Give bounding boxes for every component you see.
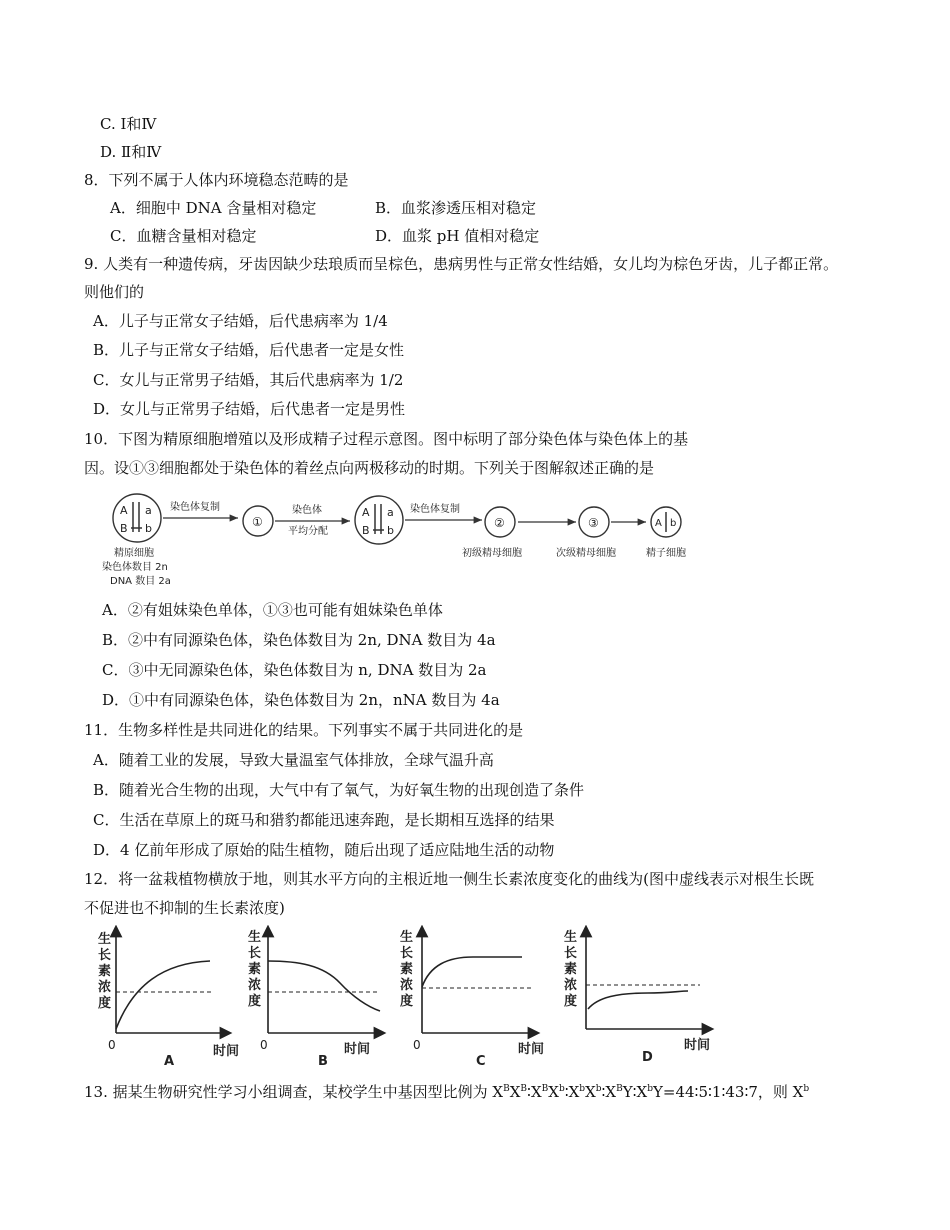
graph-b (248, 929, 380, 1069)
cell-1-label: ① (252, 515, 263, 529)
colon-4: ∶ (632, 1083, 637, 1101)
graph-d-xlabel: 时间 (684, 1038, 711, 1053)
q9-option-c: C．女儿与正常男子结婚，其后代患病率为 1/2 (93, 371, 404, 389)
graph-d-curve (588, 991, 688, 1009)
q8-option-b: B．血浆渗透压相对稳定 (375, 199, 537, 217)
graph-c-xlabel: 时间 (518, 1042, 545, 1057)
graph-a (98, 931, 239, 1069)
graph-d-ylabel-5: 度 (564, 994, 578, 1009)
q10-option-c: C．③中无同源染色体，染色体数目为 n, DNA 数目为 2a (102, 661, 487, 679)
graph-b-ylabel-5: 度 (248, 994, 262, 1009)
genotype-4-x: X (605, 1083, 617, 1101)
arrow1-label: 染色体复制 (170, 502, 220, 513)
genotype-4-sup: B (616, 1084, 623, 1094)
q9-option-a: A．儿子与正常女子结婚，后代患病率为 1/4 (93, 312, 388, 330)
genotype-5-x: X (636, 1083, 648, 1101)
q11-option-a: A．随着工业的发展，导致大量温室气体排放，全球气温升高 (93, 751, 494, 769)
genotype-2-x2: X (548, 1083, 559, 1101)
q7-option-c: C. Ⅰ和Ⅳ (100, 115, 157, 133)
graph-d (564, 929, 710, 1065)
graph-c-letter: C (476, 1054, 486, 1069)
genotype-2-sup: B (541, 1084, 549, 1094)
graph-b-xlabel: 时间 (344, 1042, 371, 1057)
spermatogonium-label: 精原细胞 (114, 548, 154, 559)
graph-a-letter: A (164, 1054, 175, 1069)
colon-1: ∶ (527, 1083, 531, 1101)
graph-a-ylabel-5: 度 (98, 996, 112, 1011)
q9-option-d: D．女儿与正常男子结婚，后代患者一定是男性 (93, 400, 406, 418)
dna-count-label: DNA 数目 2a (110, 576, 171, 587)
genotype-1-x2: X (509, 1083, 521, 1101)
secondary-spermatocyte-label: 次级精母细胞 (556, 548, 616, 559)
q9-option-b: B．儿子与正常女子结婚，后代患者一定是女性 (93, 341, 405, 359)
graph-d-ylabel-1: 生 (564, 930, 578, 945)
q9-stem-line2: 则他们的 (84, 283, 145, 301)
graph-b-ylabel-2: 长 (248, 946, 262, 961)
cell-3-label: ③ (588, 516, 599, 530)
gene-b-label: b (145, 522, 152, 535)
sperm-label: 精子细胞 (646, 548, 686, 559)
q12-stem-line2: 不促进也不抑制的生长素浓度) (84, 899, 285, 917)
graph-c-ylabel-5: 度 (400, 994, 414, 1009)
arrow2-label-line2: 平均分配 (288, 526, 328, 537)
graph-d-ylabel-4: 浓 (564, 978, 578, 993)
graph-a-xlabel: 时间 (213, 1044, 240, 1059)
spermatogenesis-diagram (100, 490, 710, 594)
graph-c (400, 929, 544, 1069)
cell-2-label: ② (494, 516, 505, 530)
genotype-3-sup: b (579, 1084, 586, 1094)
ratio-text: =44∶5∶1∶43∶7，则 (662, 1083, 793, 1101)
q11-stem: 11．生物多样性是共同进化的结果。下列事实不属于共同进化的是 (84, 721, 524, 739)
colon-2: ∶ (564, 1083, 569, 1101)
graph-b-ylabel-4: 浓 (248, 978, 262, 993)
q10-stem-line2: 因。设①③细胞都处于染色体的着丝点向两极移动的时期。下列关于图解叙述正确的是 (84, 459, 655, 477)
genotype-1-x: X (492, 1083, 504, 1101)
genotype-4-y: Y (622, 1083, 633, 1101)
gene-a-label: a (145, 504, 152, 517)
gene-B-label-2: B (362, 524, 370, 537)
graph-d-ylabel-3: 素 (564, 962, 578, 977)
graph-b-letter: B (318, 1054, 328, 1069)
q8-option-d: D．血浆 pH 值相对稳定 (375, 227, 540, 245)
graph-c-origin: 0 (413, 1038, 421, 1052)
arrow2-label-line1: 染色体 (292, 505, 322, 516)
graph-c-ylabel-1: 生 (400, 930, 414, 945)
graph-c-ylabel-2: 长 (400, 946, 414, 961)
graph-d-letter: D (642, 1050, 653, 1065)
graph-a-ylabel-2: 长 (98, 948, 112, 963)
genotype-5-sup: b (647, 1084, 653, 1094)
q10-option-a: A．②有姐妹染色单体，①③也可能有姐妹染色单体 (102, 601, 443, 619)
genotype-3-x: X (568, 1083, 580, 1101)
q13-prefix: 13. 据某生物研究性学习小组调查，某校学生中基因型比例为 (84, 1083, 493, 1101)
genotype-3-x2: X (585, 1083, 596, 1101)
q8-option-c: C．血糖含量相对稳定 (110, 227, 257, 245)
graph-a-ylabel-1: 生 (98, 932, 112, 947)
graph-c-curve (422, 957, 522, 987)
gene-A-label-2: A (362, 506, 370, 519)
primary-spermatocyte-label: 初级精母细胞 (462, 548, 522, 559)
gene-A-label: A (120, 504, 128, 517)
genotype-2-x: X (530, 1083, 542, 1101)
graph-b-ylabel-3: 素 (248, 962, 262, 977)
sperm-gene-A: A (655, 518, 662, 529)
q12-stem-line1: 12．将一盆栽植物横放于地，则其水平方向的主根近地一侧生长素浓度变化的曲线为(图中虚线表示对根生长既 (84, 870, 814, 888)
graph-b-ylabel-1: 生 (248, 930, 262, 945)
gene-B-label: B (120, 522, 128, 535)
graph-c-ylabel-3: 素 (400, 962, 414, 977)
q11-option-c: C．生活在草原上的斑马和猎豹都能迅速奔跑，是长期相互选择的结果 (93, 811, 555, 829)
arrow3-label: 染色体复制 (410, 504, 460, 515)
q8-option-a: A．细胞中 DNA 含量相对稳定 (110, 199, 317, 217)
genotype-3-sup2: b (595, 1084, 602, 1094)
chromosome-count-label: 染色体数目 2n (102, 562, 168, 573)
q10-stem-line1: 10．下图为精原细胞增殖以及形成精子过程示意图。图中标明了部分染色体与染色体上的基 (84, 430, 689, 448)
q13-stem (84, 1082, 809, 1102)
tail-sup: b (803, 1084, 810, 1094)
sperm-gene-b: b (670, 518, 677, 529)
q9-stem-line1: 9. 人类有一种遗传病，牙齿因缺少珐琅质而呈棕色，患病男性与正常女性结婚，女儿均为棕色牙齿，儿子都正常。 (84, 255, 839, 273)
graph-a-ylabel-4: 浓 (98, 980, 112, 995)
graph-a-origin: 0 (108, 1038, 116, 1052)
graph-a-curve (116, 961, 210, 1029)
genotype-1-sup: B (503, 1084, 510, 1094)
gene-a-label-2: a (387, 506, 394, 519)
q11-option-d: D．4 亿前年形成了原始的陆生植物，随后出现了适应陆地生活的动物 (93, 841, 555, 859)
genotype-1-sup2: B (520, 1084, 528, 1094)
tail-x: X (792, 1083, 804, 1101)
genotype-5-y: Y (653, 1083, 663, 1101)
q7-option-d: D. Ⅱ和Ⅳ (100, 143, 162, 161)
q11-option-b: B．随着光合生物的出现，大气中有了氧气，为好氧生物的出现创造了条件 (93, 781, 585, 799)
graph-d-ylabel-2: 长 (564, 946, 578, 961)
genotype-2-sup2: b (558, 1084, 565, 1094)
graph-b-curve (268, 961, 380, 1011)
q10-option-b: B．②中有同源染色体，染色体数目为 2n, DNA 数目为 4a (102, 631, 496, 649)
gene-b-label-2: b (387, 524, 394, 537)
auxin-graphs (88, 925, 748, 1074)
graph-c-ylabel-4: 浓 (400, 978, 414, 993)
graph-a-ylabel-3: 素 (98, 964, 112, 979)
graph-b-origin: 0 (260, 1038, 268, 1052)
colon-3: ∶ (601, 1083, 606, 1101)
q8-stem: 8．下列不属于人体内环境稳态范畴的是 (84, 171, 349, 189)
q10-option-d: D．①中有同源染色体，染色体数目为 2n，nNA 数目为 4a (102, 691, 500, 709)
